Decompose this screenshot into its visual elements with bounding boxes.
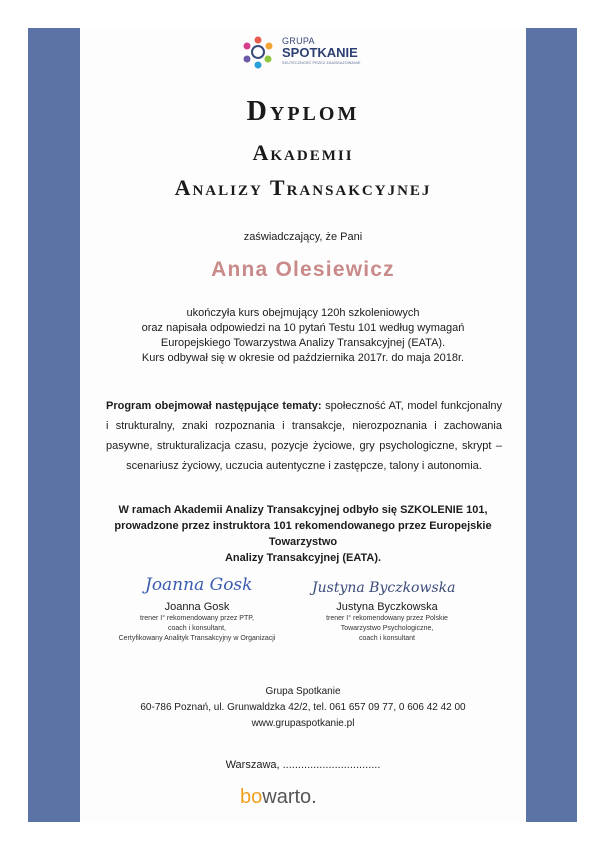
- certify-text: zaświadczający, że Pani: [243, 231, 363, 243]
- bowarto-accent-text: bo: [240, 786, 263, 808]
- signer-desc-line: trener I° rekomendowany przez Polskie: [326, 615, 448, 622]
- signature-byczkowska: [302, 570, 472, 600]
- footer-contact: [80, 684, 526, 732]
- completion-line: ukończyła kurs obejmujący 120h szkoleniowych: [186, 307, 420, 319]
- signer-desc-line: coach i konsultant,: [168, 625, 226, 632]
- footer-org: Grupa Spotkanie: [265, 686, 341, 697]
- signature-gosk-script: Joanna Gosk: [145, 575, 253, 595]
- footer-website: www.grupaspotkanie.pl: [251, 718, 355, 729]
- signer-name: Joanna Gosk: [164, 601, 230, 613]
- training-line: W ramach Akademii Analizy Transakcyjnej odbyło się SZKOLENIE 101,: [118, 504, 488, 516]
- program-paragraph: [106, 396, 502, 476]
- training-line: Towarzystwo: [268, 536, 338, 548]
- diploma-subtitle-2: Analizy Transakcyjnej: [174, 175, 432, 200]
- logo-tagline: SKUTECZNOŚĆ PRZEZ ZAANGAŻOWANIE: [282, 61, 361, 65]
- signature-gosk: [137, 570, 257, 600]
- people-circle-icon: [240, 34, 276, 70]
- grupa-spotkanie-logo: [240, 34, 370, 70]
- signer-desc-line: trener I° rekomendowany przez PTP,: [140, 615, 254, 622]
- signature-block-byczkowska: [302, 570, 472, 644]
- bowarto-logo: [240, 786, 317, 809]
- diploma-subtitle-1: Akademii: [252, 140, 354, 165]
- diploma-title: Dyplom: [246, 96, 360, 127]
- signer-desc-line: coach i konsultant: [358, 635, 416, 642]
- training-line: Analizy Transakcyjnej (EATA).: [224, 552, 382, 564]
- completion-line: Kurs odbywał się w okresie od października 2017r. do maja 2018r.: [141, 352, 465, 364]
- signature-block-gosk: [112, 570, 282, 644]
- completion-line: Europejskiego Towarzystwa Analizy Transakcyjnej (EATA).: [160, 337, 446, 349]
- completion-line: oraz napisała odpowiedzi na 10 pytań Testu 101 według wymagań: [141, 322, 465, 334]
- program-lead: Program obejmował następujące tematy:: [106, 400, 322, 412]
- program-topics: społeczność AT, model funkcjonalny i strukturalny, znaki rozpoznania i transakcje, nierozpoznania i zachowania pasywne, strukturalizacja czasu, pozycje życiowe, gry psychologiczne, skrypt – scenariusz życiowy, uczucia autentyczne i zastępcze, talony i autonomia.: [106, 400, 503, 472]
- place-date-line: Warszawa, ................................: [225, 759, 381, 771]
- training-text: [80, 502, 526, 566]
- logo-brand-text: SPOTKANIE: [282, 45, 358, 60]
- recipient-name: Anna Olesiewicz: [211, 258, 395, 281]
- completion-text: [80, 306, 526, 366]
- bowarto-rest-text: warto.: [262, 786, 317, 808]
- signer-desc-line: Certyfikowany Analityk Transakcyjny w Organizacji: [118, 635, 276, 642]
- signature-byczkowska-script: Justyna Byczkowska: [312, 580, 456, 596]
- signer-desc-line: Towarzystwo Psychologiczne,: [340, 625, 434, 632]
- training-line: prowadzone przez instruktora 101 rekomendowanego przez Europejskie: [114, 520, 492, 532]
- footer-address: 60-786 Poznań, ul. Grunwaldzka 42/2, tel. 061 657 09 77, 0 606 42 42 00: [140, 702, 466, 713]
- signer-name: Justyna Byczkowska: [336, 601, 438, 613]
- logo-grupa-text: GRUPA: [282, 36, 315, 46]
